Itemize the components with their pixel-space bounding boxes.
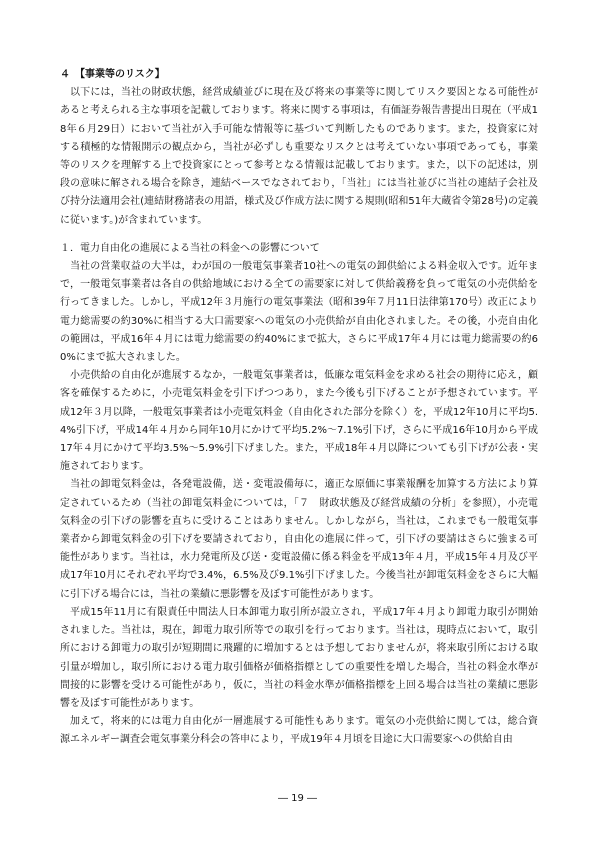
body-paragraph: 平成15年11月に有限責任中間法人日本卸電力取引所が設立され，平成17年４月より卸電力取引が開始されました。当社は，現在，卸電力取引所等での取引を行っております。当社は，現時点において，取引所における卸電力の取引が短期間に飛躍的に増加するとは予想しておりませんが，将来取引所における取引量が増加し，取引所における電力取引価格が価格指標としての重要性を増した場合，当社の料金水準が間接的に影響を受ける可能性があり，仮に，当社の料金水準が価格指標を上回る場合は当社の業績に悪影響を及ぼす可能性があります。 bbox=[60, 606, 538, 709]
page-number: ― 19 ― bbox=[277, 793, 318, 804]
body-paragraph: 加えて，将来的には電力自由化が一層進展する可能性もあります。電気の小売供給に関しては，総合資源エネルギー調査会電気事業分科会の答申により，平成19年４月頃を目途に大口需要家への供給自由 bbox=[60, 716, 538, 746]
body-paragraph: 小売供給の自由化が進展するなか，一般電気事業者は，低廉な電気料金を求める社会の期待に応え，顧客を確保するために，小売電気料金を引下げつつあり，また今後も引下げることが予想されています。平成12年３月以降，一般電気事業者は小売電気料金（自由化された部分を除く）を，平成12年10月に平均5.4%引下げ，平成14年４月から同年10月にかけて平均5.2%～7.1%引下げ，さらに平成16年10月から平成17年４月にかけて平均3.5%～5.9%引下げました。また，平成18年４月以降についても引下げが公表・実施されております。 bbox=[60, 370, 538, 473]
body-paragraph: 当社の営業収益の大半は，わが国の一般電気事業者10社への電気の卸供給による料金収入です。近年まで，一般電気事業者は各自の供給地域における全ての需要家に対して供給義務を負って電気の小売供給を行ってきました。しかし，平成12年３月施行の電気事業法（昭和39年７月11日法律第170号）改正により電力総需要の約30%に相当する大口需要家への電気の小売供給が自由化されました。その後，小売自由化の範囲は，平成16年４月には電力総需要の約40%にまで拡大，さらに平成17年４月には電力総需要の約60%にまで拡大されました。 bbox=[60, 261, 538, 364]
section-heading: ４ 【事業等のリスク】 bbox=[60, 69, 165, 80]
sub-heading: １．電力自由化の進展による当社の料金への影響について bbox=[60, 242, 320, 254]
body-paragraph: 当社の卸電気料金は，各発電設備，送・変電設備毎に，適正な原価に事業報酬を加算する方法により算定されているため（当社の卸電気料金については，「７ 財政状態及び経営成績の分析」を参照），小売電気料金の引下げの影響を直ちに受けることはありません。しかしながら，当社は，これまでも一般電気事業者から卸電気料金の引下げを要請されており，自由化の進展に伴って，引下げの要請はさらに強まる可能性があります。当社は，水力発電所及び送・変電設備に係る料金を平成13年４月，平成15年４月及び平成17年10月にそれぞれ平均で3.4%，6.5%及び9.1%引下げました。今後当社が卸電気料金をさらに大幅に引下げる場合には，当社の業績に悪影響を及ぼす可能性があります。 bbox=[60, 479, 538, 600]
intro-paragraph: 以下には，当社の財政状態，経営成績並びに現在及び将来の事業等に関してリスク要因となる可能性があると考えられる主な事項を記載しております。将来に関する事項は，有価証券報告書提出日現在（平成18年６月29日）において当社が入手可能な情報等に基づいて判断したものであります。また，投資家に対する積極的な情報開示の観点から，当社が必ずしも重要なリスクとは考えていない事項であっても，事業等のリスクを理解する上で投資家にとって参考となる情報は記載しております。また，以下の記述は，別段の意味に解される場合を除き，連結ベースでなされており，「当社」には当社並びに当社の連結子会社及び持分法適用会社(連結財務諸表の用語，様式及び作成方法に関する規則(昭和51年大蔵省令第28号)の定義に従います。)が含まれています。 bbox=[60, 87, 538, 226]
page-content bbox=[60, 66, 538, 750]
